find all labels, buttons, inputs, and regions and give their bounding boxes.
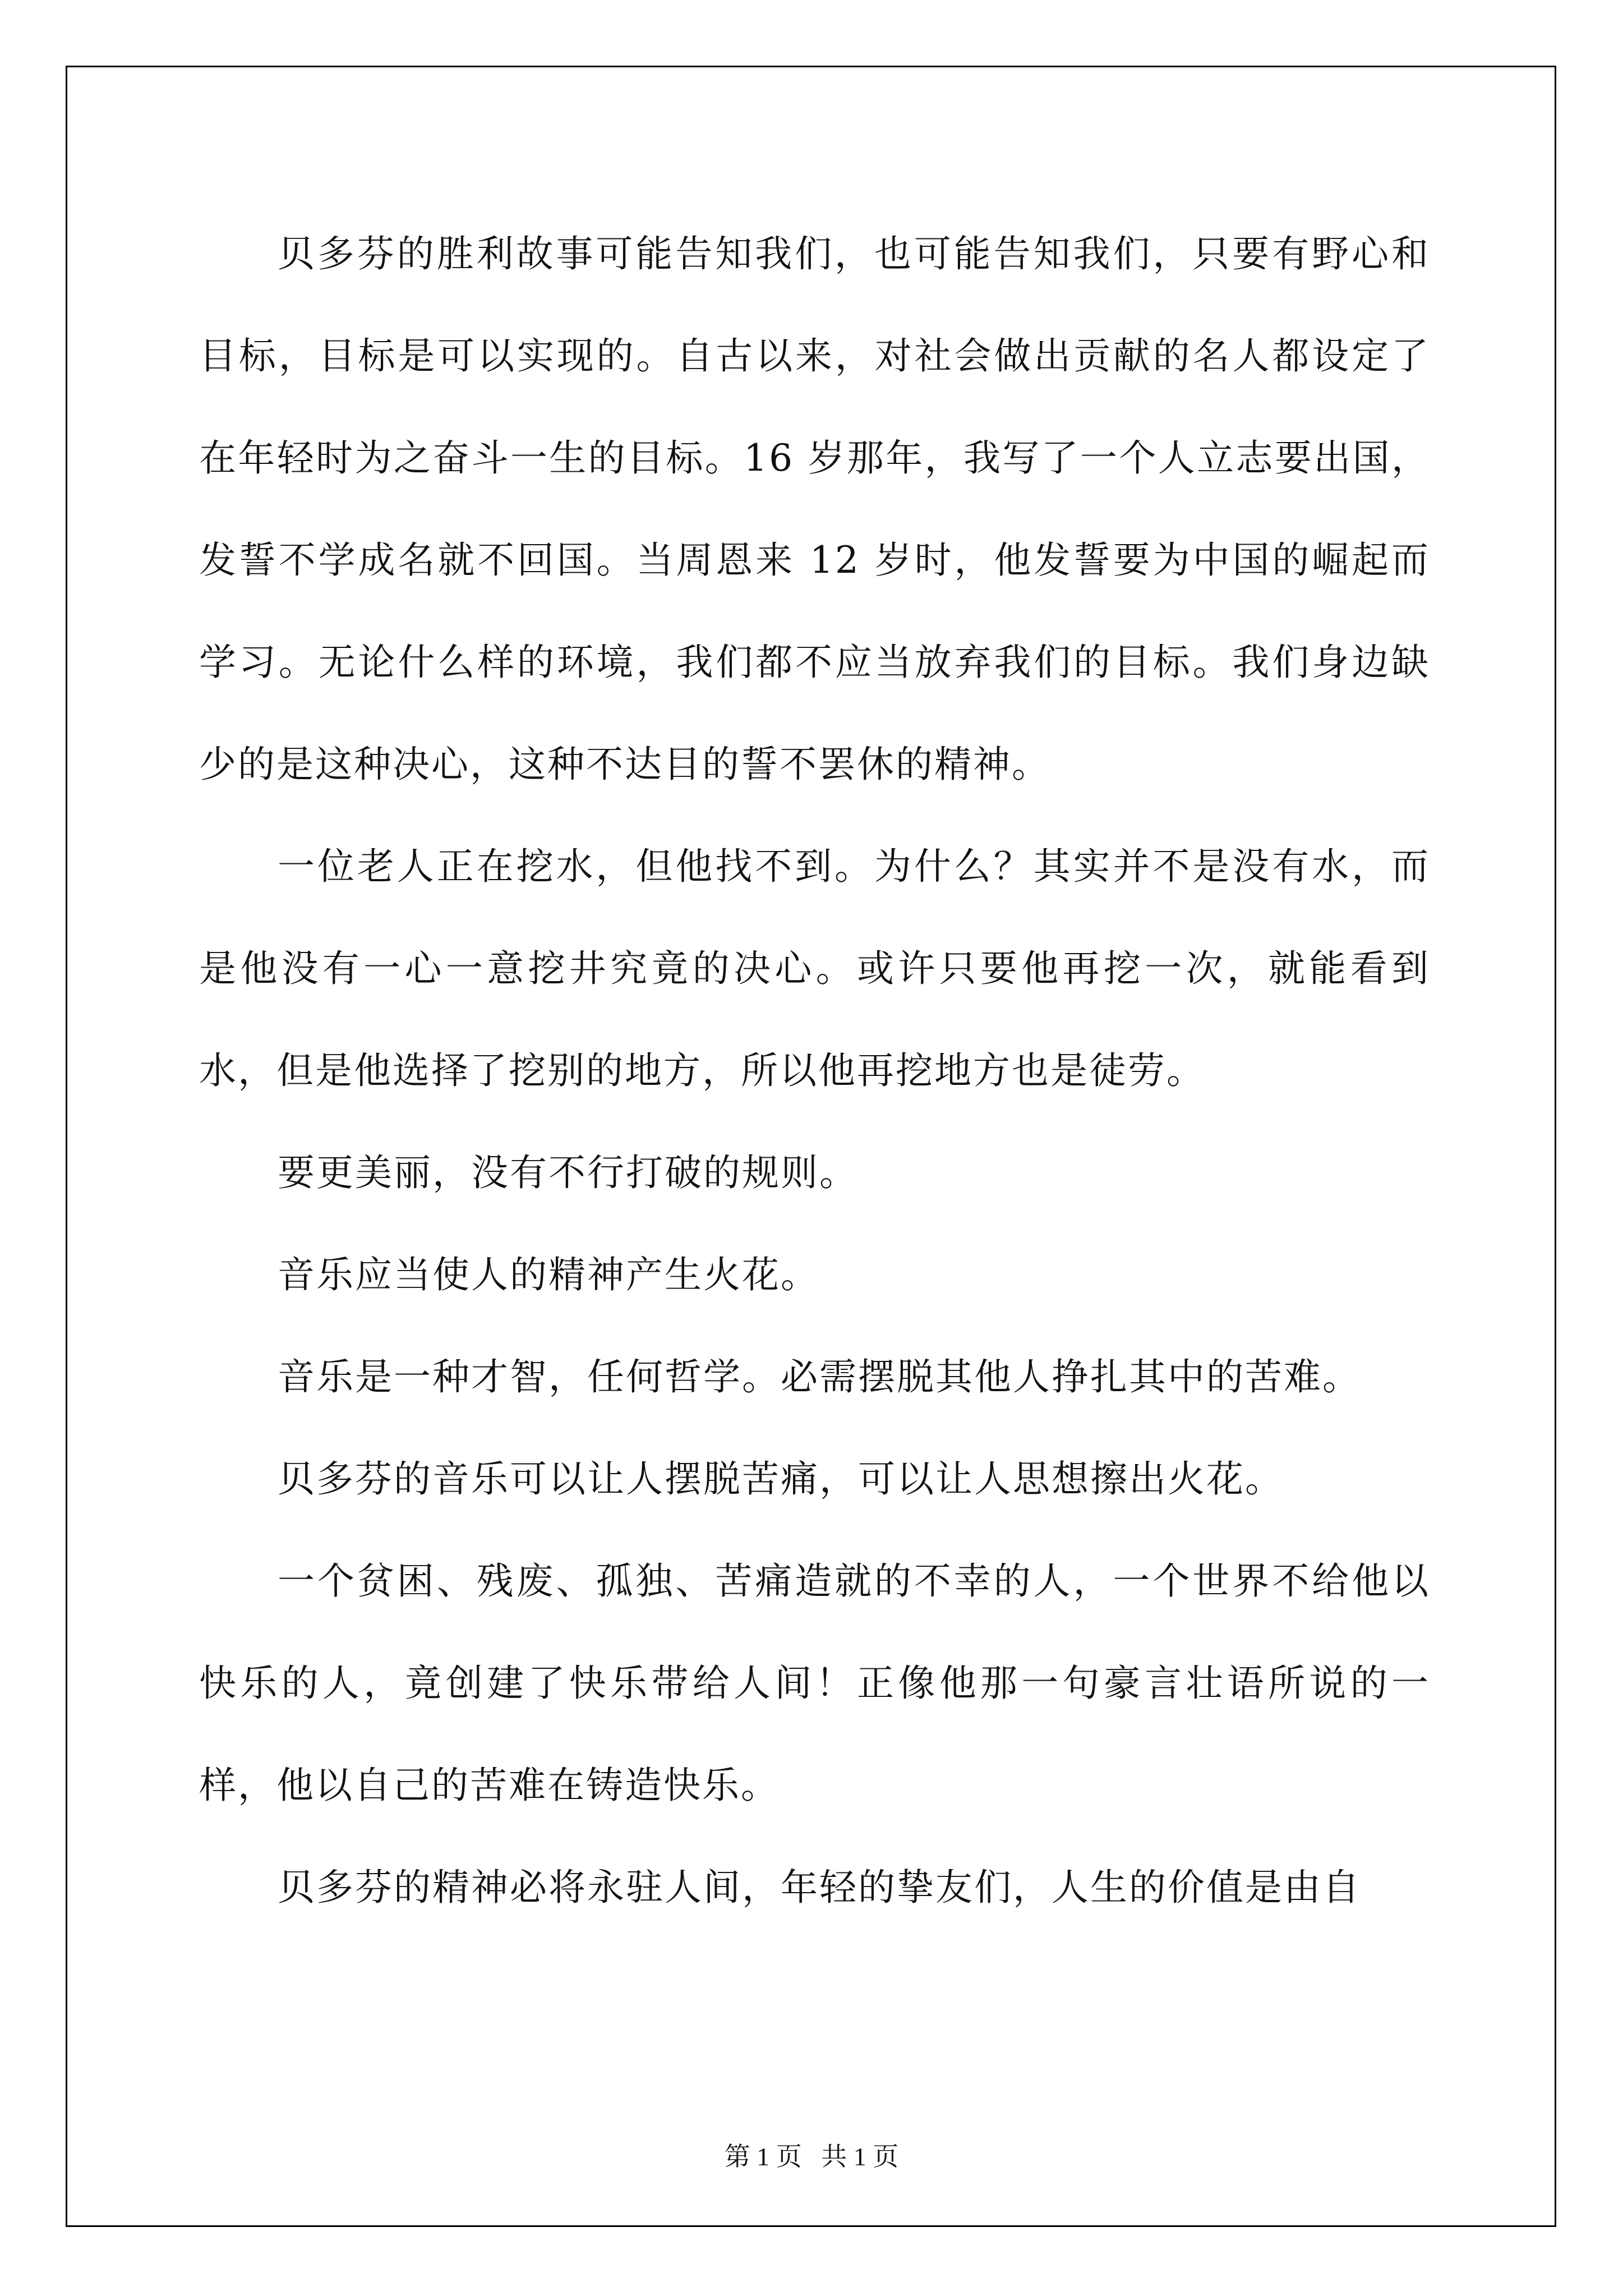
paragraph: 一个贫困、残废、孤独、苦痛造就的不幸的人，一个世界不给他以快乐的人，竟创建了快乐带给人间！正像他那一句豪言壮语所说的一样，他以自己的苦难在铸造快乐。 xyxy=(199,1559,1430,1807)
paragraph: 音乐应当使人的精神产生火花。 xyxy=(278,1253,819,1296)
paragraph: 要更美丽，没有不行打破的规则。 xyxy=(278,1151,858,1194)
page-footer: 第 1 页 共 1 页 xyxy=(724,2142,899,2171)
paragraph: 音乐是一种才智，任何哲学。必需摆脱其他人挣扎其中的苦难。 xyxy=(278,1355,1361,1398)
paragraph: 贝多芬的胜利故事可能告知我们，也可能告知我们，只要有野心和目标，目标是可以实现的。自古以来，对社会做出贡献的名人都设定了在年轻时为之奋斗一生的目标。16 岁那年，我写了一个人立志要出国，发誓不学成名就不回国。当周恩来 12 岁时，他发誓要为中国的崛起而学习。无论什么样的环境，我们都不应当放弃我们的目标。我们身边缺少的是这种决心，这种不达目的誓不罢休的精神。 xyxy=(199,232,1430,786)
paragraph: 贝多芬的音乐可以让人摆脱苦痛，可以让人思想擦出火花。 xyxy=(278,1457,1284,1501)
document-body xyxy=(199,203,1430,1939)
paragraph: 一位老人正在挖水，但他找不到。为什么？其实并不是没有水，而是他没有一心一意挖井究竟的决心。或许只要他再挖一次，就能看到水，但是他选择了挖别的地方，所以他再挖地方也是徒劳。 xyxy=(199,845,1430,1092)
paragraph: 贝多芬的精神必将永驻人间，年轻的挚友们，人生的价值是由自 xyxy=(278,1866,1361,1909)
